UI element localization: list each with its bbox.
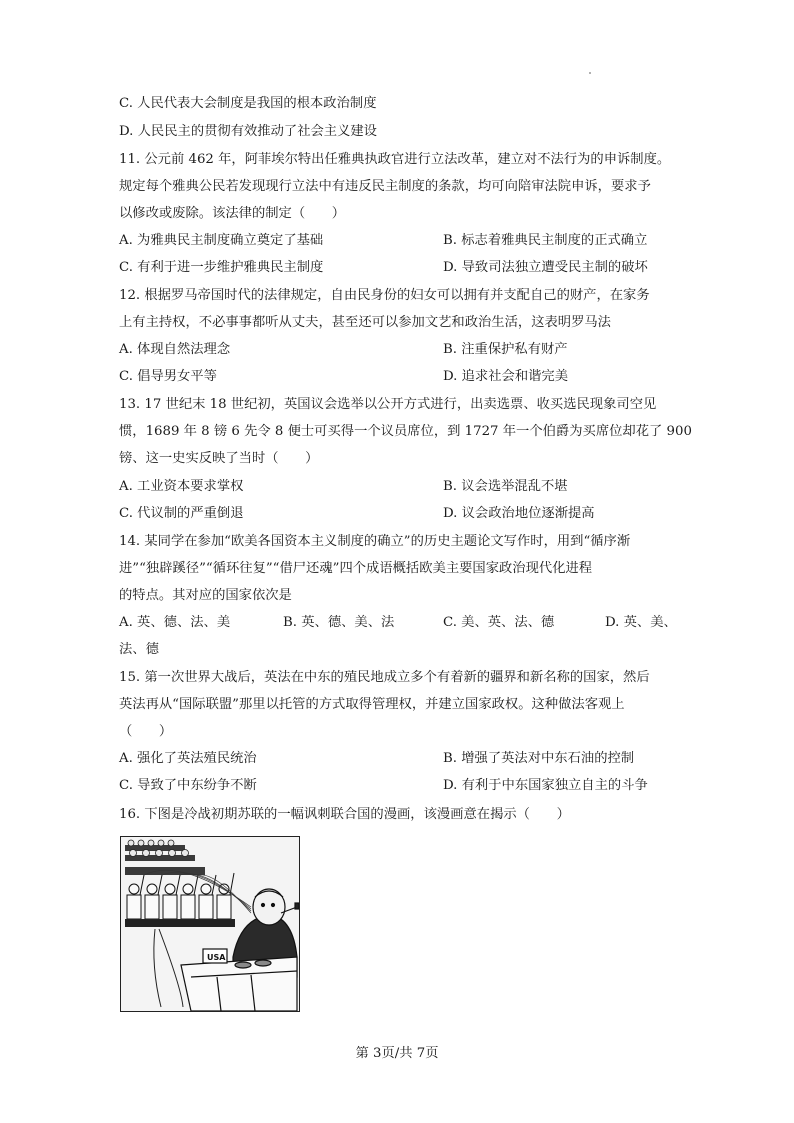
option-11d: D. 导致司法独立遭受民主制的破坏 [443, 260, 648, 275]
question-14-line-3: 的特点。其对应的国家依次是 [119, 588, 292, 603]
cartoon-drawing [121, 837, 299, 1011]
question-16-line-1: 16. 下图是冷战初期苏联的一幅讽刺联合国的漫画，该漫画意在揭示（ ） [119, 807, 570, 822]
question-14-line-2: 进”“独辟蹊径”“循环往复”“借尸还魂”四个成语概括欧美主要国家政治现代化进程 [119, 561, 593, 576]
option-11c: C. 有利于进一步维护雅典民主制度 [119, 260, 324, 275]
option-14d-continued: 法、德 [119, 642, 159, 657]
option-14a: A. 英、德、法、美 [119, 615, 231, 630]
option-12a: A. 体现自然法理念 [119, 342, 231, 357]
option-13b: B. 议会选举混乱不堪 [443, 479, 568, 494]
option-13d: D. 议会政治地位逐渐提高 [443, 506, 595, 521]
question-12-line-1: 12. 根据罗马帝国时代的法律规定，自由民身份的妇女可以拥有并支配自己的财产，在家务 [119, 288, 650, 303]
question-15-line-3: （ ） [119, 724, 173, 739]
option-14b: B. 英、德、美、法 [283, 615, 395, 630]
question-11-line-3: 以修改或废除。该法律的制定（ ） [119, 206, 346, 221]
option-13a: A. 工业资本要求掌权 [119, 479, 244, 494]
question-13-line-1: 13. 17 世纪末 18 世纪初，英国议会选举以公开方式进行，出卖选票、收买选民现象司空见 [119, 397, 657, 412]
question-15-line-1: 15. 第一次世界大战后，英法在中东的殖民地成立多个有着新的疆界和新名称的国家，然后 [119, 670, 650, 685]
option-11b: B. 标志着雅典民主制度的正式确立 [443, 233, 648, 248]
option-13c: C. 代议制的严重倒退 [119, 506, 244, 521]
question-12-line-2: 上有主持权，不必事事都听从丈夫，甚至还可以参加文艺和政治生活，这表明罗马法 [119, 315, 611, 330]
question-15-line-2: 英法再从“国际联盟”那里以托管的方式取得管理权，并建立国家政权。这种做法客观上 [119, 697, 625, 712]
option-15c: C. 导致了中东纷争不断 [119, 778, 257, 793]
option-12d: D. 追求社会和谐完美 [443, 369, 569, 384]
scan-dot [589, 72, 591, 74]
option-10c: C. 人民代表大会制度是我国的根本政治制度 [119, 96, 377, 111]
option-11a: A. 为雅典民主制度确立奠定了基础 [119, 233, 324, 248]
question-14-line-1: 14. 某同学在参加“欧美各国资本主义制度的确立”的历史主题论文写作时，用到“循序渐 [119, 534, 631, 549]
option-10d: D. 人民民主的贯彻有效推动了社会主义建设 [119, 124, 377, 139]
option-12c: C. 倡导男女平等 [119, 369, 217, 384]
question-13-line-2: 惯，1689 年 8 镑 6 先令 8 便士可买得一个议员席位，到 1727 年一个伯爵为买席位却花了 900 [119, 424, 692, 439]
option-14c: C. 美、英、法、德 [443, 615, 555, 630]
option-15a: A. 强化了英法殖民统治 [119, 751, 257, 766]
question-11-line-2: 规定每个雅典公民若发现现行立法中有违反民主制度的条款，均可向陪审法院申诉，要求予 [119, 179, 651, 194]
option-15b: B. 增强了英法对中东石油的控制 [443, 751, 635, 766]
page-footer: 第 3页/共 7页 [355, 1046, 439, 1061]
un-satire-cartoon [120, 836, 300, 1012]
cartoon-desk-label: USA [207, 953, 226, 962]
question-11-line-1: 11. 公元前 462 年，阿菲埃尔特出任雅典执政官进行立法改革，建立对不法行为的申诉制度。 [119, 152, 671, 167]
option-15d: D. 有利于中东国家独立自主的斗争 [443, 778, 648, 793]
option-12b: B. 注重保护私有财产 [443, 342, 568, 357]
question-13-line-3: 镑、这一史实反映了当时（ ） [119, 451, 319, 466]
option-14d: D. 英、美、 [605, 615, 677, 630]
